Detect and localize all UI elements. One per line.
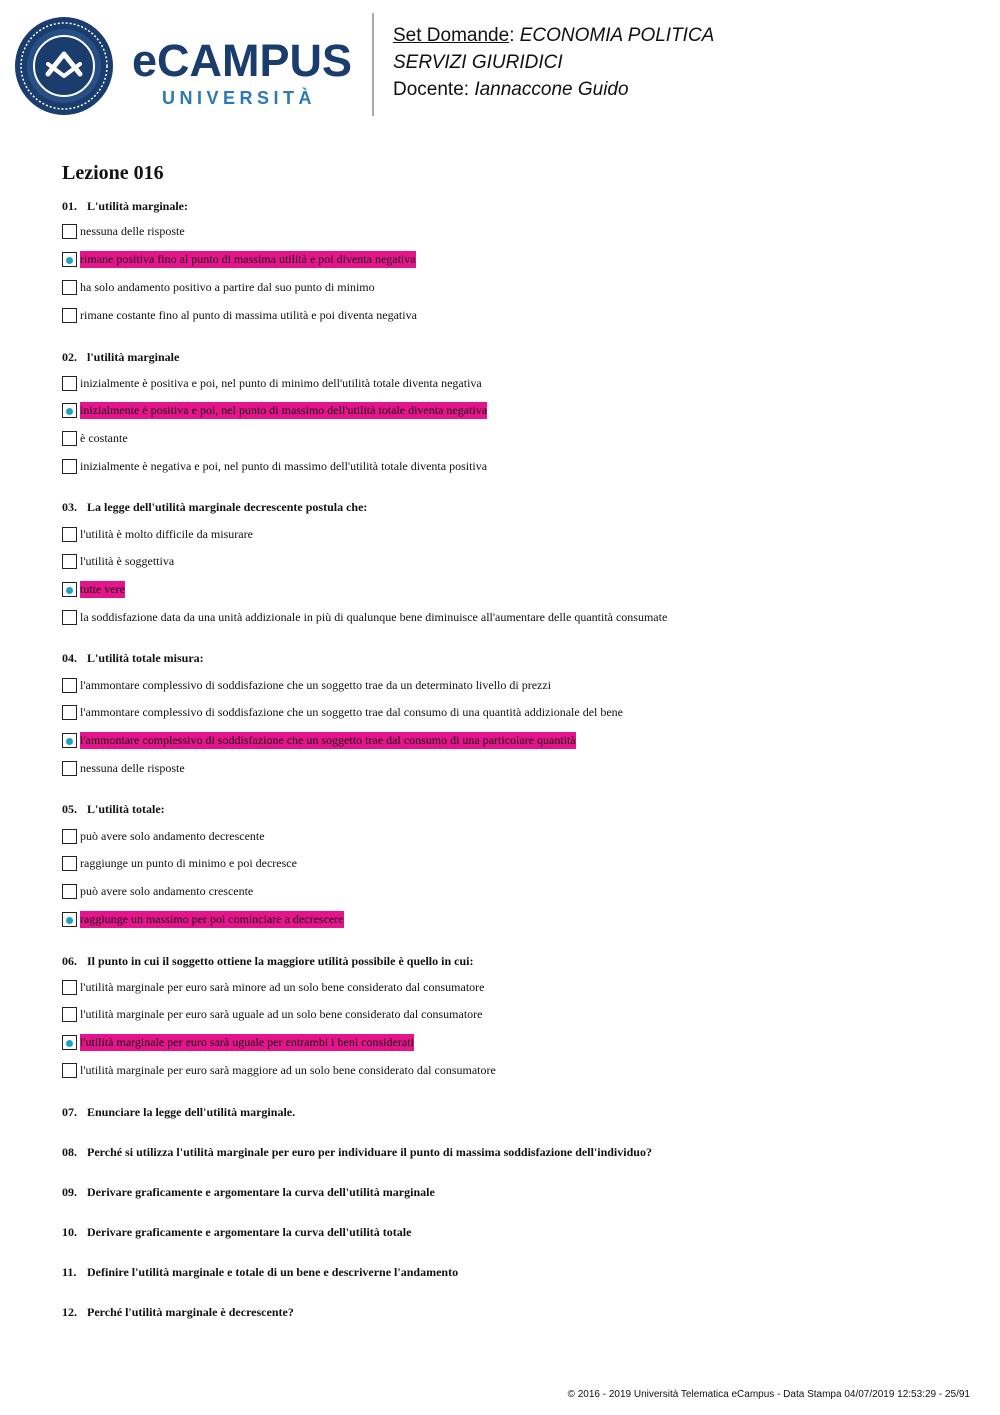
question-6 xyxy=(62,954,473,969)
answer-option[interactable] xyxy=(62,375,482,392)
checkbox-checked-icon[interactable] xyxy=(62,403,77,418)
checkbox-icon[interactable] xyxy=(62,308,77,323)
answer-option[interactable] xyxy=(62,609,667,626)
question-text: l'utilità marginale xyxy=(87,350,180,364)
answer-text: inizialmente è negativa e poi, nel punto di massimo dell'utilità totale diventa positiva xyxy=(80,459,488,473)
answer-option-correct[interactable] xyxy=(62,251,416,268)
answer-option[interactable] xyxy=(62,760,185,777)
checkbox-icon[interactable] xyxy=(62,856,77,871)
question-text: L'utilità totale misura: xyxy=(87,651,204,665)
answer-text: può avere solo andamento crescente xyxy=(80,884,254,898)
answer-text: è costante xyxy=(80,431,128,445)
answer-option[interactable] xyxy=(62,979,484,996)
lesson-title: Lezione 016 xyxy=(62,162,164,184)
checkbox-checked-icon[interactable] xyxy=(62,582,77,597)
answer-text: rimane costante fino al punto di massima utilità e poi diventa negativa xyxy=(80,308,417,322)
checkbox-icon[interactable] xyxy=(62,1063,77,1078)
checkbox-icon[interactable] xyxy=(62,678,77,693)
answer-option[interactable] xyxy=(62,1062,496,1079)
answer-text: l'utilità è molto difficile da misurare xyxy=(80,527,253,541)
question-number: 04. xyxy=(62,651,77,665)
teacher-value: Iannaccone Guido xyxy=(474,79,629,100)
answer-text: l'ammontare complessivo di soddisfazione che un soggetto trae dal consumo di una quantità addizionale del bene xyxy=(80,705,624,719)
brand-subtitle: UNIVERSITÀ xyxy=(162,88,317,108)
question-number: 08. xyxy=(62,1145,77,1159)
answer-text: nessuna delle risposte xyxy=(80,224,185,238)
answer-text: raggiunge un massimo per poi cominciare a decrescere xyxy=(80,912,344,926)
question-number: 01. xyxy=(62,199,77,213)
header-info xyxy=(393,22,714,103)
set-label: Set Domande xyxy=(393,25,510,46)
answer-option[interactable] xyxy=(62,307,417,324)
question-number: 10. xyxy=(62,1225,77,1239)
checkbox-icon[interactable] xyxy=(62,610,77,625)
checkbox-icon[interactable] xyxy=(62,554,77,569)
answer-text: nessuna delle risposte xyxy=(80,761,185,775)
answer-text: l'utilità marginale per euro sarà uguale ad un solo bene considerato dal consumatore xyxy=(80,1007,483,1021)
ecampus-emblem-logo xyxy=(14,16,114,116)
answer-option[interactable] xyxy=(62,677,551,694)
question-number: 03. xyxy=(62,500,77,514)
answer-text: l'utilità marginale per euro sarà minore ad un solo bene considerato dal consumatore xyxy=(80,980,485,994)
question-text: Definire l'utilità marginale e totale di un bene e descriverne l'andamento xyxy=(87,1265,459,1279)
question-text: Perché si utilizza l'utilità marginale per euro per individuare il punto di massima soddisfazione dell'individuo? xyxy=(87,1145,652,1159)
page-footer: © 2016 - 2019 Università Telematica eCampus - Data Stampa 04/07/2019 12:53:29 - 25/91 xyxy=(567,1389,970,1400)
question-11 xyxy=(62,1265,458,1280)
question-text: Perché l'utilità marginale è decrescente? xyxy=(87,1305,294,1319)
selected-dot-icon xyxy=(66,1040,73,1047)
selected-dot-icon xyxy=(66,587,73,594)
question-number: 09. xyxy=(62,1185,77,1199)
answer-text: può avere solo andamento decrescente xyxy=(80,829,265,843)
checkbox-icon[interactable] xyxy=(62,224,77,239)
question-10 xyxy=(62,1225,411,1240)
checkbox-checked-icon[interactable] xyxy=(62,733,77,748)
checkbox-icon[interactable] xyxy=(62,280,77,295)
question-number: 12. xyxy=(62,1305,77,1319)
answer-option[interactable] xyxy=(62,553,174,570)
answer-text: l'ammontare complessivo di soddisfazione che un soggetto trae dal consumo di una particolare quantità xyxy=(80,733,576,747)
question-number: 05. xyxy=(62,802,77,816)
question-text: L'utilità totale: xyxy=(87,802,165,816)
question-5 xyxy=(62,802,165,817)
checkbox-icon[interactable] xyxy=(62,705,77,720)
answer-option[interactable] xyxy=(62,828,265,845)
answer-text: rimane positiva fino al punto di massima utilità e poi diventa negativa xyxy=(80,252,416,266)
checkbox-icon[interactable] xyxy=(62,376,77,391)
question-8 xyxy=(62,1145,652,1160)
checkbox-icon[interactable] xyxy=(62,459,77,474)
checkbox-icon[interactable] xyxy=(62,431,77,446)
answer-option[interactable] xyxy=(62,430,128,447)
question-4 xyxy=(62,651,204,666)
checkbox-icon[interactable] xyxy=(62,1007,77,1022)
question-text: Il punto in cui il soggetto ottiene la maggiore utilità possibile è quello in cui: xyxy=(87,954,474,968)
answer-option-correct[interactable] xyxy=(62,732,576,749)
set-line: Set Domande: ECONOMIA POLITICA xyxy=(393,25,715,46)
question-1 xyxy=(62,199,188,214)
answer-option[interactable] xyxy=(62,279,375,296)
selected-dot-icon xyxy=(66,917,73,924)
question-text: L'utilità marginale: xyxy=(87,199,188,213)
question-3 xyxy=(62,500,367,515)
answer-text: l'utilità marginale per euro sarà maggiore ad un solo bene considerato dal consumatore xyxy=(80,1063,496,1077)
checkbox-icon[interactable] xyxy=(62,980,77,995)
question-text: Enunciare la legge dell'utilità marginale. xyxy=(87,1105,296,1119)
selected-dot-icon xyxy=(66,738,73,745)
answer-option-correct[interactable] xyxy=(62,1034,414,1051)
set-value-line2: SERVIZI GIURIDICI xyxy=(393,52,563,73)
question-7 xyxy=(62,1105,295,1120)
question-number: 02. xyxy=(62,350,77,364)
question-number: 06. xyxy=(62,954,77,968)
answer-option-correct[interactable] xyxy=(62,911,344,928)
answer-option[interactable] xyxy=(62,1006,482,1023)
question-12 xyxy=(62,1305,294,1320)
question-text: Derivare graficamente e argomentare la curva dell'utilità marginale xyxy=(87,1185,435,1199)
checkbox-icon[interactable] xyxy=(62,884,77,899)
checkbox-checked-icon[interactable] xyxy=(62,252,77,267)
header-divider xyxy=(372,13,374,116)
selected-dot-icon xyxy=(66,408,73,415)
answer-text: ha solo andamento positivo a partire dal suo punto di minimo xyxy=(80,280,375,294)
answer-option[interactable] xyxy=(62,883,253,900)
checkbox-icon[interactable] xyxy=(62,527,77,542)
answer-text: inizialmente è positiva e poi, nel punto di massimo dell'utilità totale diventa negativa xyxy=(80,403,488,417)
set-value: ECONOMIA POLITICA xyxy=(519,25,715,46)
answer-option-correct[interactable] xyxy=(62,402,487,419)
question-number: 11. xyxy=(62,1265,77,1279)
answer-option[interactable] xyxy=(62,223,185,240)
brand-wordmark: eCAMPUS xyxy=(132,35,353,86)
question-number: 07. xyxy=(62,1105,77,1119)
checkbox-icon[interactable] xyxy=(62,761,77,776)
checkbox-checked-icon[interactable] xyxy=(62,912,77,927)
selected-dot-icon xyxy=(66,257,73,264)
question-2 xyxy=(62,350,179,365)
checkbox-icon[interactable] xyxy=(62,829,77,844)
answer-option[interactable] xyxy=(62,458,487,475)
ecampus-emblem-icon xyxy=(14,16,114,116)
teacher-line xyxy=(393,76,714,103)
checkbox-checked-icon[interactable] xyxy=(62,1035,77,1050)
answer-option[interactable] xyxy=(62,704,623,721)
question-text: La legge dell'utilità marginale decrescente postula che: xyxy=(87,500,368,514)
answer-option-correct[interactable] xyxy=(62,581,125,598)
answer-text: l'utilità marginale per euro sarà uguale per entrambi i beni considerati xyxy=(80,1035,414,1049)
answer-option[interactable] xyxy=(62,526,253,543)
question-9 xyxy=(62,1185,435,1200)
answer-text: l'utilità è soggettiva xyxy=(80,554,175,568)
answer-text: inizialmente è positiva e poi, nel punto di minimo dell'utilità totale diventa negativa xyxy=(80,376,482,390)
answer-text: raggiunge un punto di minimo e poi decresce xyxy=(80,856,297,870)
answer-option[interactable] xyxy=(62,855,297,872)
answer-text: tutte vere xyxy=(80,582,125,596)
question-text: Derivare graficamente e argomentare la curva dell'utilità totale xyxy=(87,1225,412,1239)
answer-text: la soddisfazione data da una unità addizionale in più di qualunque bene diminuisce all'aumentare delle quantità consumate xyxy=(80,610,668,624)
teacher-label: Docente: xyxy=(393,79,470,100)
answer-text: l'ammontare complessivo di soddisfazione che un soggetto trae da un determinato livello di prezzi xyxy=(80,678,552,692)
